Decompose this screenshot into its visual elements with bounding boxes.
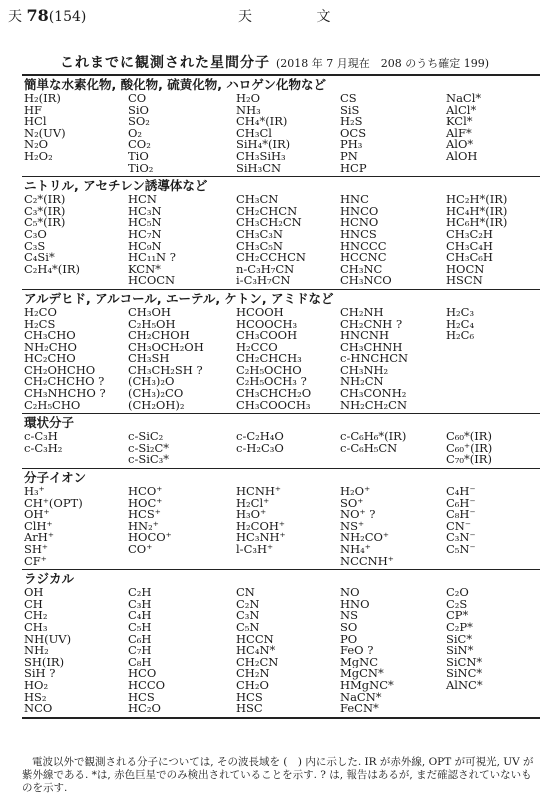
- molecule-cell: HNCCC: [340, 240, 387, 253]
- molecule-cell: HSCN: [446, 275, 483, 287]
- molecule-cell: CH₃C₄H: [446, 240, 493, 253]
- molecule-cell: C₂H₅OCHO: [236, 364, 302, 377]
- molecule-cell: NH₂: [24, 645, 49, 657]
- table-section: [22, 177, 540, 290]
- molecule-cell: C₆₀*(IR): [446, 431, 492, 443]
- molecule-grid: [22, 486, 540, 567]
- molecule-cell: C₆₀⁺(IR): [446, 442, 493, 455]
- molecule-cell: c-Si₂C*: [128, 442, 170, 455]
- section-heading: ラジカル: [24, 571, 75, 587]
- molecule-cell: CH₃CH₂SH ?: [128, 364, 203, 377]
- molecule-cell: CN: [236, 587, 255, 599]
- molecule-cell: C₅H: [128, 621, 152, 634]
- molecule-cell: CH₂CHOH: [128, 330, 190, 342]
- molecule-cell: CH₂CHCHO ?: [24, 376, 105, 389]
- molecule-cell: n-C₃H₇CN: [236, 263, 295, 276]
- molecule-cell: SiN*: [446, 645, 474, 657]
- molecule-cell: SiH₄*(IR): [236, 139, 291, 151]
- molecule-cell: O₂: [128, 127, 143, 140]
- molecule-cell: [444, 388, 540, 400]
- molecule-cell: CH₃C₂H: [446, 228, 493, 241]
- molecule-cell: NaCN*: [340, 691, 382, 704]
- molecule-cell: [444, 353, 540, 365]
- table-section: [22, 76, 540, 177]
- molecule-cell: TiO: [128, 150, 149, 163]
- molecule-cell: AlO*: [446, 139, 474, 151]
- title-main: これまでに観測された星間分子: [60, 55, 270, 71]
- molecule-cell: H₂O: [236, 93, 261, 105]
- section-heading: ニトリル, アセチレン誘導体など: [24, 178, 208, 194]
- molecule-cell: C₂*(IR): [24, 194, 66, 206]
- molecule-cell: HC₄H*(IR): [446, 205, 508, 218]
- section-heading: 分子イオン: [24, 470, 87, 486]
- molecule-cell: CH₃: [24, 621, 48, 634]
- molecule-cell: HOCN: [446, 263, 485, 276]
- molecule-cell: C₅N⁻: [446, 544, 476, 556]
- molecule-cell: [22, 454, 126, 466]
- molecule-cell: C₃S: [24, 240, 46, 253]
- molecule-cell: C₄H: [128, 610, 152, 622]
- molecule-cell: HCS⁺: [128, 509, 161, 521]
- footnote: 電波以外で観測される分子については, その波長域を ( ) 内に示した. IR が赤外線, OPT が可視光, UV が紫外線である. *は, 赤色巨星でのみ検出されていることを示す. ? は, 報告はあるが, まだ確認されていないものを示す.: [22, 756, 534, 794]
- molecule-cell: CH₃NCO: [340, 275, 392, 287]
- section-heading: 環状分子: [24, 415, 75, 431]
- molecule-cell: H₂S: [340, 116, 363, 128]
- molecule-cell: FeO ?: [340, 645, 374, 657]
- molecule-cell: C₄H⁻: [446, 486, 476, 498]
- molecule-cell: HCNH⁺: [236, 486, 281, 498]
- molecule-cell: CH₃SH: [128, 353, 170, 365]
- molecule-cell: (CH₃)₂CO: [128, 388, 184, 400]
- molecule-cell: SiCN*: [446, 656, 483, 669]
- molecule-cell: HOC⁺: [128, 497, 163, 510]
- molecule-cell: [444, 342, 540, 354]
- molecule-cell: HCN: [128, 194, 157, 206]
- section-heading: アルデヒド, アルコール, エーテル, ケトン, アミドなど: [24, 290, 334, 306]
- molecule-cell: HC₃N: [128, 205, 162, 218]
- molecule-cell: OH: [24, 587, 44, 599]
- molecule-cell: HOCO⁺: [128, 532, 172, 544]
- molecule-cell: HC₃NH⁺: [236, 532, 286, 544]
- molecule-grid: [22, 587, 540, 715]
- page-prefix: 天: [8, 9, 22, 25]
- molecule-cell: CS: [340, 93, 357, 105]
- table-section: [22, 290, 540, 414]
- molecule-cell: H₂CO: [24, 306, 57, 319]
- molecule-cell: HO₂: [24, 679, 49, 692]
- molecule-cell: NaCl*: [446, 93, 482, 105]
- molecule-cell: HNCS: [340, 228, 377, 241]
- molecule-cell: [22, 163, 126, 175]
- molecule-cell: HCOOCH₃: [236, 318, 298, 331]
- title-note: (2018 年 7 月現在 208 のうち確定 199): [276, 57, 490, 70]
- molecule-cell: PO: [340, 633, 358, 646]
- molecule-cell: c-SiC₂: [128, 431, 164, 443]
- molecule-cell: ArH⁺: [24, 532, 54, 544]
- molecule-cell: HCOCN: [128, 275, 176, 287]
- molecule-cell: HC₇N: [128, 228, 162, 241]
- molecule-cell: C₈H⁻: [446, 509, 476, 521]
- section-heading: 簡単な水素化物, 酸化物, 硫黄化物, ハロゲン化物など: [24, 77, 327, 92]
- molecule-grid: [22, 307, 540, 411]
- molecule-cell: ClH⁺: [24, 520, 53, 533]
- molecule-cell: [444, 556, 540, 568]
- molecule-cell: CH₃C₆H: [446, 252, 493, 264]
- molecule-cell: HCCN: [236, 633, 274, 646]
- molecule-cell: [126, 556, 234, 568]
- molecule-cell: C₂P*: [446, 621, 473, 634]
- page-sub-number: (154): [48, 9, 87, 25]
- molecule-cell: [22, 275, 126, 287]
- molecule-cell: CF⁺: [24, 555, 47, 568]
- molecule-cell: FeCN*: [340, 703, 379, 715]
- molecule-cell: C₂H: [128, 587, 152, 599]
- molecule-cell: NH₄⁺: [340, 544, 371, 556]
- molecule-cell: N₂(UV): [24, 127, 66, 140]
- molecule-cell: NH₂CN: [340, 376, 384, 389]
- molecule-cell: CH₂NH: [340, 306, 384, 319]
- molecule-cell: CH₃OCH₂OH: [128, 341, 204, 354]
- molecule-cell: SH⁺: [24, 544, 48, 556]
- page-number: [8, 6, 86, 26]
- molecule-cell: HC₆H*(IR): [446, 217, 508, 229]
- molecule-cell: CH₃CHO: [24, 330, 76, 342]
- molecule-cell: AlCl*: [446, 104, 477, 117]
- molecule-cell: [234, 454, 338, 466]
- molecule-cell: C₄Si*: [24, 252, 55, 264]
- molecule-cell: NH₂CO⁺: [340, 532, 389, 544]
- molecule-cell: i-C₃H₇CN: [236, 275, 291, 287]
- molecule-cell: HCS: [236, 691, 263, 704]
- molecule-cell: H₃⁺: [24, 486, 45, 498]
- molecule-cell: c-C₃H: [24, 431, 58, 443]
- molecule-cell: C₂H₅OH: [128, 318, 176, 331]
- molecule-cell: N₂O: [24, 139, 49, 151]
- molecule-cell: HNCO: [340, 205, 379, 218]
- molecule-cell: C₂H₄*(IR): [24, 263, 80, 276]
- molecule-cell: SiS: [340, 104, 360, 117]
- molecule-cell: CH₃COOCH₃: [236, 399, 311, 412]
- molecule-cell: c-C₃H₂: [24, 442, 63, 455]
- molecule-cell: NCCNH⁺: [340, 555, 394, 568]
- molecule-cell: C₃H: [128, 598, 152, 611]
- molecule-cell: C₅*(IR): [24, 217, 66, 229]
- molecule-cell: HC₂CHO: [24, 353, 76, 365]
- molecule-cell: H₂(IR): [24, 93, 61, 105]
- molecule-cell: C₃*(IR): [24, 205, 66, 218]
- molecule-cell: HC₉N: [128, 240, 162, 253]
- molecule-cell: CH₃CN: [236, 194, 279, 206]
- molecule-cell: HC₂H*(IR): [446, 194, 508, 206]
- molecule-cell: AlF*: [446, 127, 472, 140]
- molecule-cell: SiO: [128, 104, 149, 117]
- molecule-grid: [22, 93, 540, 174]
- molecule-cell: C₃O: [24, 228, 47, 241]
- molecule-cell: HMgNC*: [340, 679, 394, 692]
- molecule-cell: C₅N: [236, 621, 260, 634]
- molecule-cell: H₂CS: [24, 318, 56, 331]
- molecule-cell: C₃N⁻: [446, 532, 476, 544]
- molecule-cell: [444, 365, 540, 377]
- molecule-cell: C₂S: [446, 598, 468, 611]
- molecule-cell: CH₂: [24, 610, 48, 622]
- molecule-cell: HCS: [128, 691, 155, 704]
- molecule-cell: CH₃C₅N: [236, 240, 283, 253]
- molecule-cell: HCOOH: [236, 306, 284, 319]
- molecule-cell: CH₂N: [236, 668, 270, 680]
- molecule-cell: c-HNCHCN: [340, 353, 409, 365]
- molecule-cell: PH₃: [340, 139, 363, 151]
- molecule-cell: CH₃CHCH₂O: [236, 388, 312, 400]
- molecule-cell: KCN*: [128, 263, 161, 276]
- molecule-cell: H₂COH⁺: [236, 520, 285, 533]
- running-header: [8, 6, 538, 28]
- molecule-cell: NS⁺: [340, 520, 365, 533]
- molecule-cell: HNCNH: [340, 330, 389, 342]
- molecule-cell: CH₃SiH₃: [236, 150, 286, 163]
- molecule-cell: CH₃COOH: [236, 330, 298, 342]
- molecule-cell: SO₂: [128, 116, 150, 128]
- molecule-cell: NH₂CH₂CN: [340, 399, 408, 412]
- molecule-cell: HNC: [340, 194, 369, 206]
- molecule-cell: HC₅N: [128, 217, 162, 229]
- molecule-cell: H₂O⁺: [340, 486, 371, 498]
- molecule-cell: CH₂OHCHO: [24, 364, 96, 377]
- molecule-cell: NH₃: [236, 104, 261, 117]
- molecule-cell: C₇H: [128, 645, 152, 657]
- molecule-cell: [444, 163, 540, 175]
- molecule-cell: SO: [340, 621, 358, 634]
- molecule-cell: HNO: [340, 598, 370, 611]
- molecule-cell: C₆H⁻: [446, 497, 476, 510]
- molecule-cell: CO₂: [128, 139, 151, 151]
- molecule-cell: C₂N: [236, 598, 260, 611]
- molecule-cell: HC₂O: [128, 703, 161, 715]
- molecule-cell: HCCNC: [340, 252, 387, 264]
- molecule-cell: C₈H: [128, 656, 152, 669]
- table-title: [60, 52, 540, 72]
- molecule-cell: CN⁻: [446, 520, 471, 533]
- molecule-cell: NCO: [24, 703, 53, 715]
- molecule-cell: CH₂CN: [236, 656, 279, 669]
- molecule-cell: C₃N: [236, 610, 260, 622]
- molecule-cell: CH⁺(OPT): [24, 497, 83, 510]
- molecule-cell: H₂C₆: [446, 330, 475, 342]
- molecule-table: [22, 74, 540, 719]
- molecule-cell: CH₄*(IR): [236, 116, 288, 128]
- molecule-cell: SO⁺: [340, 497, 364, 510]
- molecule-cell: CH₂CCHCN: [236, 252, 306, 264]
- molecule-cell: PN: [340, 150, 358, 163]
- molecule-cell: HC₄N*: [236, 645, 276, 657]
- table-section: [22, 414, 540, 469]
- molecule-cell: H₂C₃: [446, 306, 475, 319]
- molecule-cell: c-SiC₃*: [128, 454, 170, 467]
- molecule-cell: SiH ?: [24, 668, 56, 680]
- molecule-cell: MgNC: [340, 656, 378, 669]
- molecule-cell: HCO: [128, 668, 157, 680]
- molecule-cell: c-C₂H₄O: [236, 431, 284, 443]
- molecule-cell: NS: [340, 610, 358, 622]
- molecule-cell: H₃O⁺: [236, 509, 267, 521]
- molecule-cell: [338, 454, 444, 466]
- molecule-cell: HN₂⁺: [128, 520, 159, 533]
- molecule-cell: MgCN*: [340, 668, 384, 680]
- molecule-cell: TiO₂: [128, 162, 154, 175]
- molecule-cell: l-C₃H⁺: [236, 544, 274, 556]
- molecule-grid: [22, 194, 540, 287]
- molecule-cell: AlNC*: [446, 679, 483, 692]
- molecule-cell: CH: [24, 598, 43, 611]
- molecule-cell: HCl: [24, 116, 47, 128]
- molecule-cell: HSC: [236, 703, 263, 715]
- molecule-cell: c-C₆H₅CN: [340, 442, 398, 455]
- section-name: 天 文: [238, 9, 361, 25]
- molecule-cell: (CH₃)₂O: [128, 376, 175, 389]
- molecule-cell: AlOH: [446, 150, 478, 163]
- molecule-cell: SiC*: [446, 633, 473, 646]
- molecule-cell: CH₃NHCHO ?: [24, 388, 106, 400]
- molecule-cell: CH₂CHCN: [236, 205, 298, 218]
- table-section: [22, 570, 540, 719]
- molecule-cell: CH₃CONH₂: [340, 388, 407, 400]
- molecule-cell: CH₃OH: [128, 306, 171, 319]
- molecule-cell: H₂C₄: [446, 318, 475, 331]
- molecule-cell: CH₃CHNH: [340, 341, 403, 354]
- molecule-cell: SH(IR): [24, 656, 65, 669]
- molecule-cell: CP*: [446, 610, 469, 622]
- page-number-value: 78: [26, 6, 49, 25]
- molecule-cell: NH(UV): [24, 633, 72, 646]
- molecule-cell: [444, 703, 540, 715]
- table-section: [22, 469, 540, 570]
- molecule-cell: C₂O: [446, 587, 469, 599]
- molecule-cell: [234, 556, 338, 568]
- molecule-cell: OCS: [340, 127, 367, 140]
- molecule-cell: HF: [24, 104, 43, 117]
- molecule-cell: HC₁₁N ?: [128, 252, 176, 264]
- molecule-grid: [22, 431, 540, 466]
- molecule-cell: HCNO: [340, 217, 379, 229]
- molecule-cell: [444, 400, 540, 412]
- molecule-cell: CO⁺: [128, 544, 153, 556]
- molecule-cell: c-H₂C₃O: [236, 442, 284, 455]
- molecule-cell: CH₂CHCH₃: [236, 353, 302, 365]
- molecule-cell: NO: [340, 587, 360, 599]
- molecule-cell: OH⁺: [24, 509, 50, 521]
- molecule-cell: H₂Cl⁺: [236, 497, 270, 510]
- molecule-cell: CH₃C₃N: [236, 228, 283, 241]
- molecule-cell: (CH₂OH)₂: [128, 399, 185, 412]
- molecule-cell: C₇₀*(IR): [446, 454, 492, 467]
- molecule-cell: CH₃CH₂CN: [236, 217, 302, 229]
- molecule-cell: c-C₆H₆*(IR): [340, 431, 407, 443]
- molecule-cell: CO: [128, 93, 147, 105]
- molecule-cell: CH₃Cl: [236, 127, 272, 140]
- molecule-cell: SiNC*: [446, 668, 483, 680]
- molecule-cell: NO⁺ ?: [340, 509, 376, 521]
- molecule-cell: NH₂CHO: [24, 341, 77, 354]
- molecule-cell: C₆H: [128, 633, 152, 646]
- molecule-cell: KCl*: [446, 116, 473, 128]
- molecule-cell: C₂H₅OCH₃ ?: [236, 376, 307, 389]
- molecule-cell: HS₂: [24, 691, 47, 704]
- molecule-cell: [444, 692, 540, 704]
- molecule-cell: CH₃NC: [340, 263, 383, 276]
- molecule-cell: CH₂O: [236, 679, 269, 692]
- molecule-cell: HCO⁺: [128, 486, 163, 498]
- molecule-cell: SiH₃CN: [236, 162, 282, 175]
- molecule-cell: H₂O₂: [24, 150, 53, 163]
- molecule-cell: CH₃NH₂: [340, 364, 389, 377]
- molecule-cell: [444, 376, 540, 388]
- molecule-cell: C₂H₅CHO: [24, 399, 81, 412]
- molecule-cell: HCCO: [128, 679, 166, 692]
- molecule-cell: HCP: [340, 162, 367, 175]
- molecule-cell: H₂CCO: [236, 341, 278, 354]
- molecule-cell: CH₂CNH ?: [340, 318, 403, 331]
